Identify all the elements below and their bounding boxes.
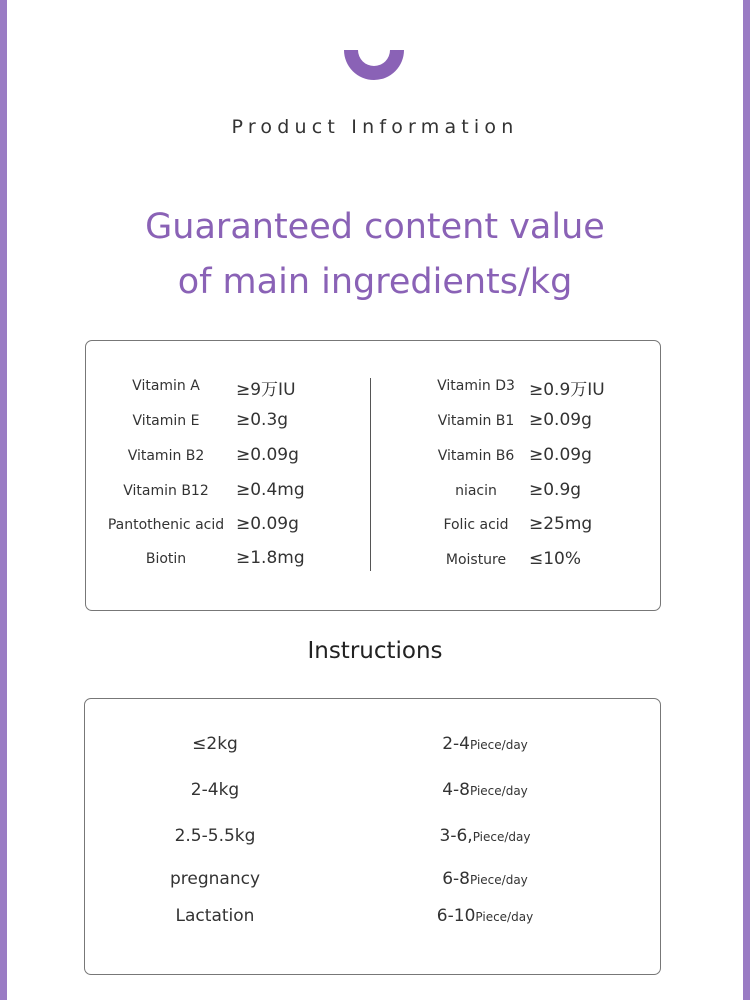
- dose-amount: 6-10: [436, 906, 476, 926]
- instruction-dose: [385, 906, 585, 926]
- instruction-dose: [385, 780, 585, 800]
- ingredient-row: [371, 372, 660, 402]
- instructions-title: Instructions: [307, 638, 443, 664]
- ingredient-value: ≥0.9万IU: [529, 380, 605, 400]
- headline: [0, 200, 750, 310]
- dose-unit: Piece/day: [472, 830, 531, 844]
- ingredient-value: ≥9万IU: [236, 380, 296, 400]
- ingredient-name: Vitamin B2: [127, 448, 205, 464]
- instruction-weight: Lactation: [175, 906, 255, 926]
- instruction-weight: ≤2kg: [192, 734, 238, 754]
- ingredient-value: ≥0.09g: [529, 445, 592, 465]
- ingredients-table: [85, 340, 661, 611]
- ingredient-row: [86, 545, 370, 575]
- ingredient-row: [86, 372, 370, 402]
- ingredient-row: [86, 511, 370, 541]
- instruction-row: [85, 780, 660, 810]
- ingredient-value: ≥1.8mg: [236, 548, 305, 568]
- instructions-table: [84, 698, 661, 975]
- ingredient-name: Vitamin D3: [437, 378, 515, 394]
- dose-amount: 6-8: [442, 869, 470, 889]
- ingredient-value: ≥0.09g: [529, 410, 592, 430]
- ingredient-value: ≥0.4mg: [236, 480, 305, 500]
- instruction-dose: [385, 826, 585, 846]
- ingredient-name: Vitamin B12: [123, 483, 209, 499]
- ingredient-name: Pantothenic acid: [107, 517, 225, 533]
- ingredient-value: ≥0.3g: [236, 410, 289, 430]
- instruction-row: [85, 906, 660, 936]
- dose-amount: 2-4: [442, 734, 470, 754]
- section-label: Product Information: [231, 116, 519, 138]
- ingredient-name: Vitamin B1: [437, 413, 515, 429]
- instruction-weight: pregnancy: [169, 869, 261, 889]
- instruction-row: [85, 869, 660, 899]
- ingredient-name: Moisture: [445, 552, 507, 568]
- ingredient-name: niacin: [455, 483, 497, 499]
- ingredient-value: ≥0.09g: [236, 514, 299, 534]
- dose-unit: Piece/day: [475, 910, 534, 924]
- ingredient-value: ≤10%: [529, 549, 582, 569]
- left-edge-bar: [0, 0, 7, 1000]
- u-arc-icon: [344, 50, 404, 80]
- instruction-dose: [385, 869, 585, 889]
- instruction-weight: 2.5-5.5kg: [174, 826, 256, 846]
- ingredient-value: ≥0.9g: [529, 480, 582, 500]
- dose-amount: 3-6,: [439, 826, 473, 846]
- instruction-dose: [385, 734, 585, 754]
- ingredient-row: [86, 442, 370, 472]
- ingredient-value: ≥0.09g: [236, 445, 299, 465]
- ingredient-row: [371, 407, 660, 437]
- ingredient-name: Vitamin E: [132, 413, 200, 429]
- dose-unit: Piece/day: [469, 738, 528, 752]
- dose-unit: Piece/day: [469, 784, 528, 798]
- ingredient-row: [371, 442, 660, 472]
- ingredient-value: ≥25mg: [529, 514, 593, 534]
- ingredient-name: Vitamin A: [132, 378, 200, 394]
- instruction-weight: 2-4kg: [190, 780, 240, 800]
- ingredient-row: [371, 546, 660, 576]
- ingredient-row: [371, 511, 660, 541]
- ingredient-row: [86, 477, 370, 507]
- headline-line-2: of main ingredients/kg: [177, 262, 573, 302]
- right-edge-bar: [743, 0, 750, 1000]
- ingredient-name: Folic acid: [443, 517, 509, 533]
- dose-amount: 4-8: [442, 780, 470, 800]
- instruction-row: [85, 734, 660, 764]
- ingredient-row: [371, 477, 660, 507]
- ingredient-row: [86, 407, 370, 437]
- dose-unit: Piece/day: [469, 873, 528, 887]
- ingredient-name: Vitamin B6: [437, 448, 515, 464]
- headline-line-1: Guaranteed content value: [145, 207, 605, 247]
- instruction-row: [85, 826, 660, 856]
- ingredient-name: Biotin: [145, 551, 187, 567]
